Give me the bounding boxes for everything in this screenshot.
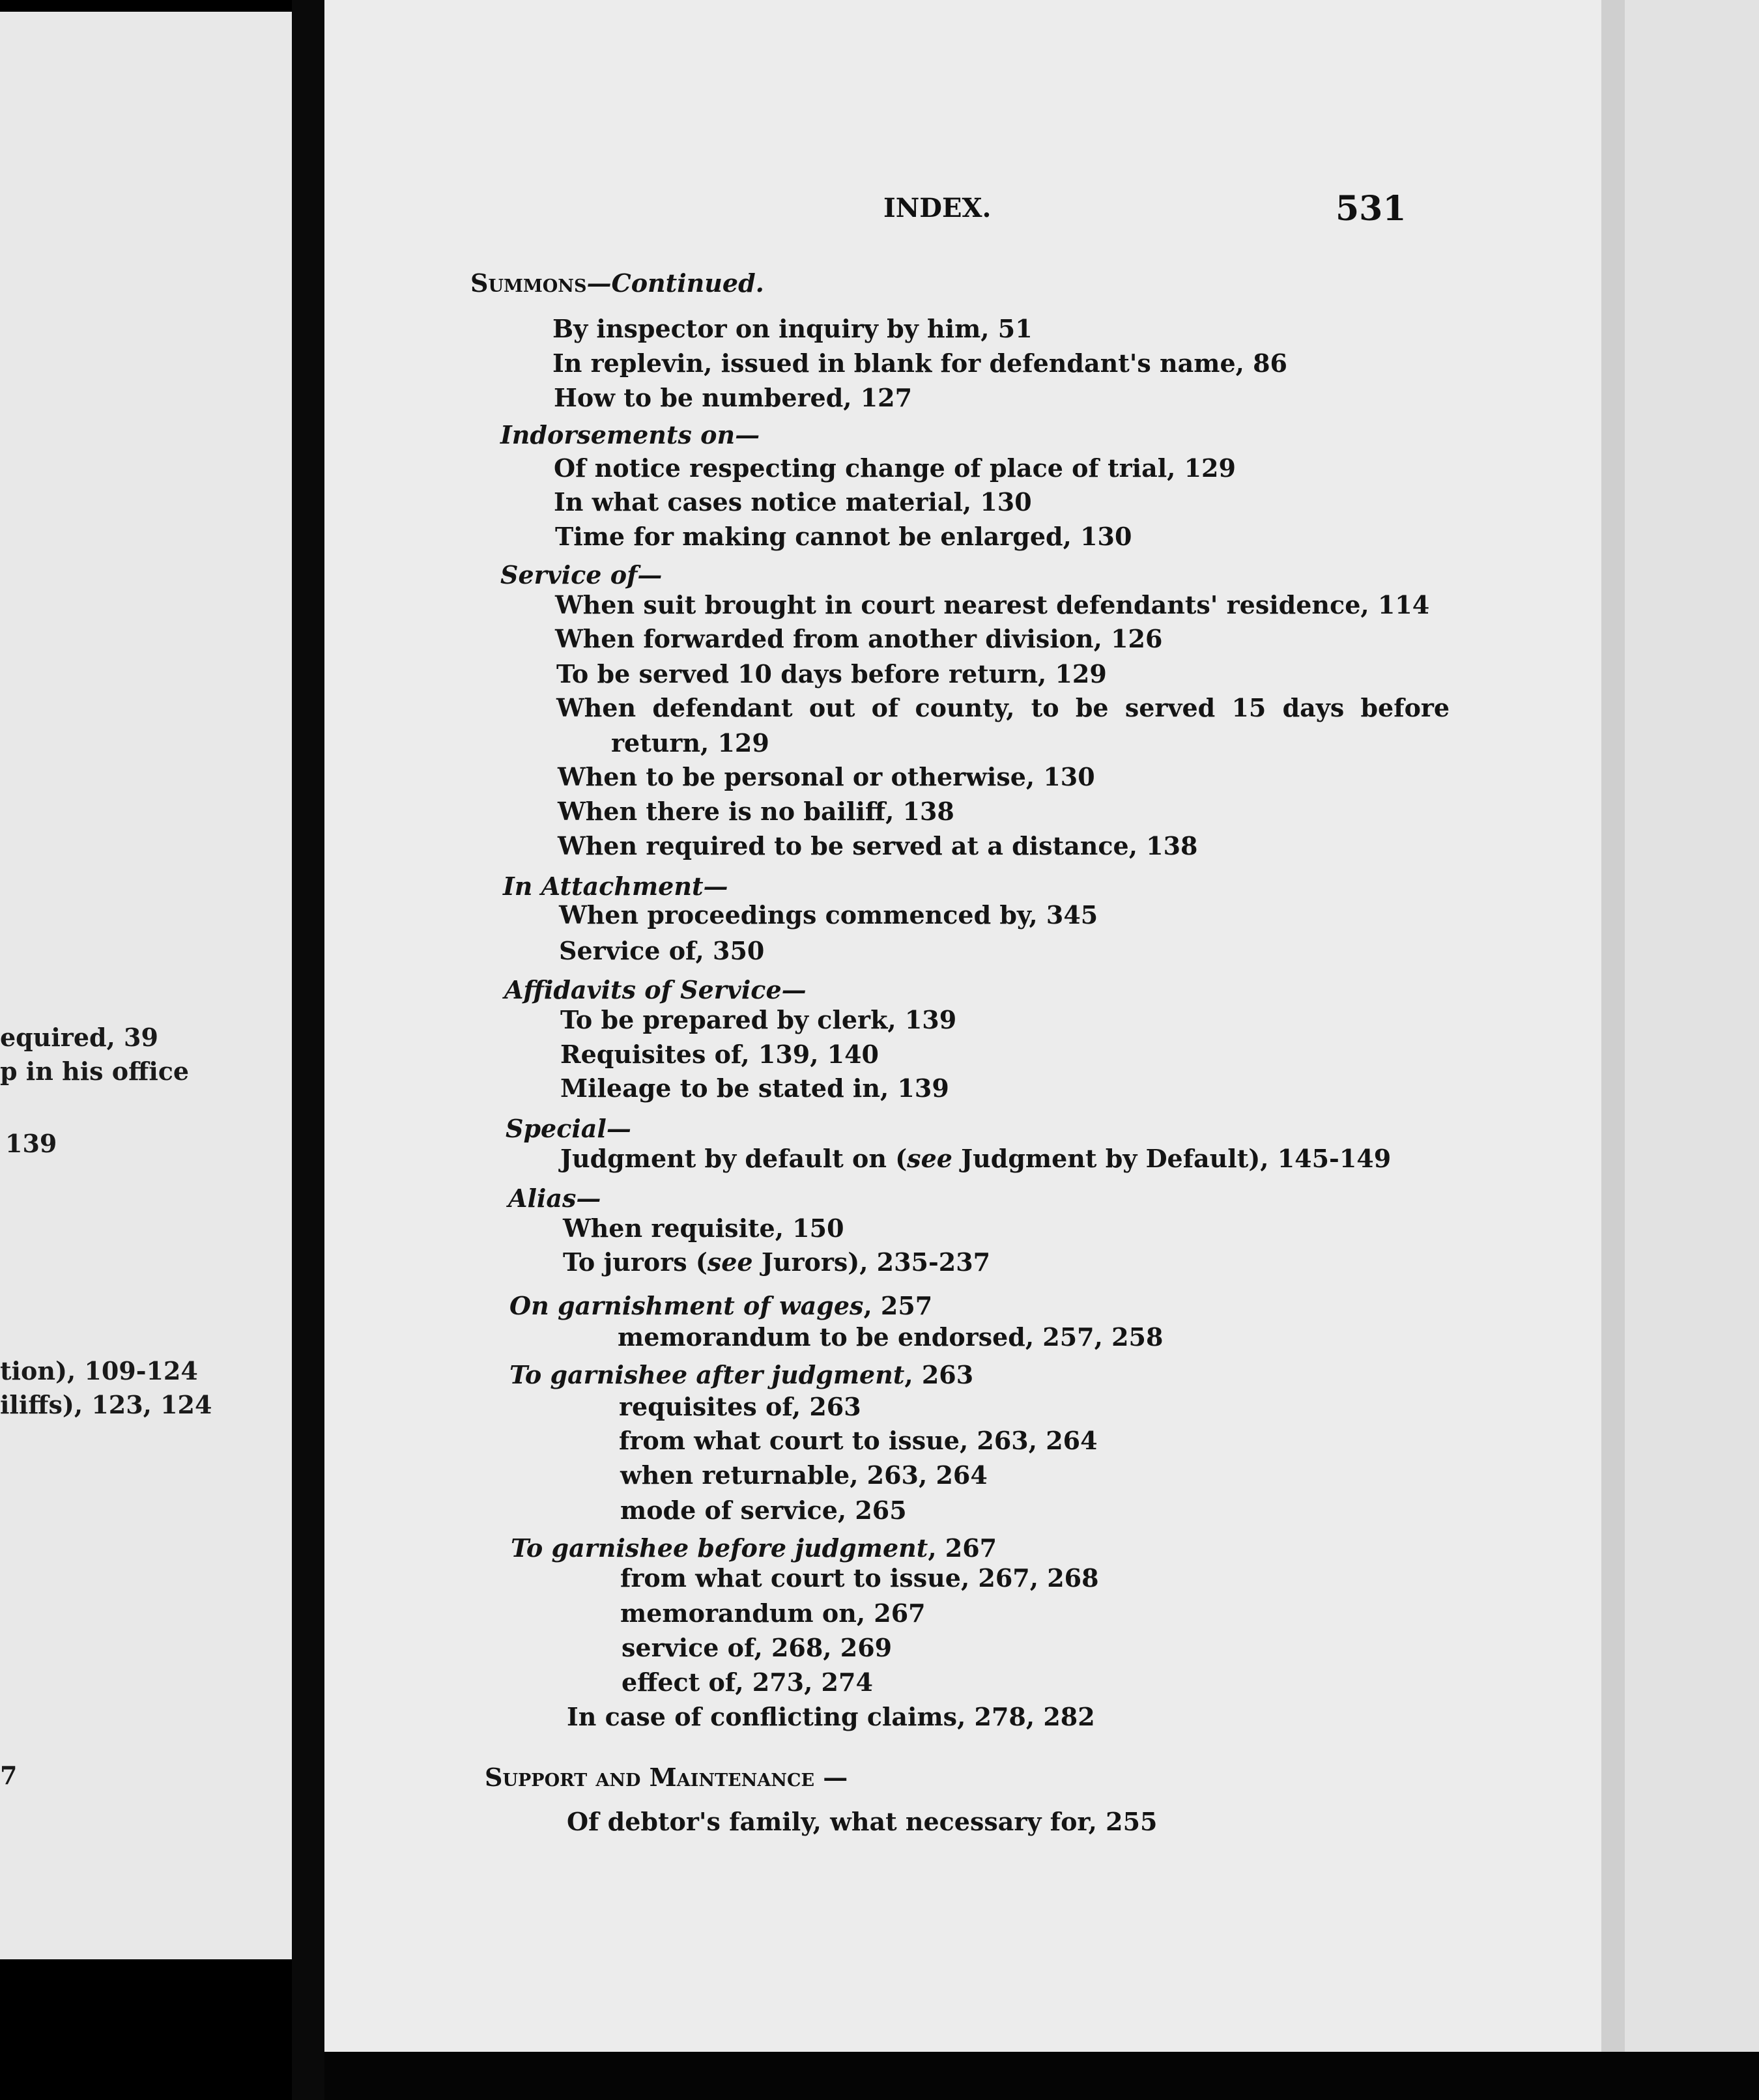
index-entry: Mileage to be stated in, 139: [560, 1073, 949, 1103]
index-entry: When defendant out of county, to be served 15 days before: [556, 693, 1450, 722]
page-edges: [1601, 0, 1759, 2100]
index-entry-see: To jurors (see Jurors), 235-237: [563, 1247, 991, 1277]
subheading: Indorsements on—: [500, 420, 760, 449]
index-entry: In what cases notice material, 130: [554, 487, 1032, 517]
index-entry: When required to be served at a distance, 138: [558, 831, 1198, 860]
left-fragment: 139: [5, 1129, 57, 1158]
heading-suffix: —: [814, 1763, 848, 1792]
left-fragment: p in his office: [0, 1057, 190, 1086]
left-fragment: equired, 39: [0, 1023, 158, 1052]
index-entry: Of notice respecting change of place of trial, 129: [554, 453, 1236, 483]
subheading: To garnishee before judgment, 267: [511, 1533, 997, 1563]
heading-word: Support and Maintenance: [485, 1763, 815, 1792]
section-heading-support: [485, 1763, 848, 1792]
index-entry: By inspector on inquiry by him, 51: [552, 314, 1033, 343]
subheading: In Attachment—: [503, 872, 728, 901]
right-page: [324, 0, 1601, 2052]
subheading: To garnishee after judgment, 263: [509, 1360, 974, 1389]
index-entry: When there is no bailiff, 138: [558, 797, 954, 826]
index-entry: Requisites of, 139, 140: [560, 1040, 879, 1069]
index-entry: In case of conflicting claims, 278, 282: [567, 1702, 1095, 1731]
left-page: [0, 12, 292, 1959]
index-entry-nested: requisites of, 263: [619, 1392, 861, 1421]
index-entry: Of debtor's family, what necessary for, 255: [567, 1807, 1158, 1836]
index-entry-nested: mode of service, 265: [620, 1496, 907, 1525]
index-entry: How to be numbered, 127: [554, 383, 913, 412]
index-entry: Service of, 350: [559, 936, 765, 965]
index-entry: Time for making cannot be enlarged, 130: [555, 522, 1132, 551]
index-entry-continuation: return, 129: [611, 728, 769, 758]
index-entry-nested: from what court to issue, 267, 268: [620, 1563, 1099, 1593]
subheading: Alias—: [508, 1184, 601, 1213]
index-entry-nested: memorandum to be endorsed, 257, 258: [618, 1322, 1164, 1352]
heading-suffix: —Continued.: [586, 268, 764, 298]
index-entry-nested: effect of, 273, 274: [622, 1667, 873, 1697]
book-gutter: [292, 0, 324, 2100]
index-entry: To be prepared by clerk, 139: [560, 1005, 957, 1034]
index-entry-nested: service of, 268, 269: [622, 1633, 893, 1662]
subheading: Affidavits of Service—: [504, 975, 807, 1004]
index-entry: When to be personal or otherwise, 130: [558, 762, 1095, 791]
index-entry: When proceedings commenced by, 345: [559, 900, 1098, 929]
page-edge-shadow: [1601, 0, 1625, 2100]
left-fragment: tion), 109-124: [0, 1356, 198, 1385]
subheading: On garnishment of wages, 257: [509, 1291, 933, 1320]
index-entry-nested: memorandum on, 267: [620, 1598, 926, 1628]
scan-bottom-border: [324, 2052, 1759, 2100]
index-entry-nested: when returnable, 263, 264: [620, 1460, 988, 1490]
page-number: 531: [1336, 189, 1407, 229]
section-heading-summons: [470, 268, 764, 298]
index-entry: When suit brought in court nearest defendants' residence, 114: [555, 590, 1430, 619]
index-entry: When requisite, 150: [563, 1213, 844, 1243]
subheading: Service of—: [500, 560, 663, 589]
heading-word: Summons: [470, 268, 587, 298]
left-fragment: iliffs), 123, 124: [0, 1390, 212, 1419]
index-entry: To be served 10 days before return, 129: [556, 659, 1107, 688]
index-entry: When forwarded from another division, 126: [555, 624, 1163, 653]
index-entry: In replevin, issued in blank for defendant's name, 86: [552, 348, 1287, 378]
index-entry-see: Judgment by default on (see Judgment by Default), 145-149: [560, 1144, 1392, 1173]
subheading: Special—: [506, 1114, 631, 1143]
left-fragment: 7: [0, 1761, 18, 1790]
index-entry-nested: from what court to issue, 263, 264: [619, 1426, 1098, 1455]
running-head: INDEX.: [883, 193, 992, 223]
